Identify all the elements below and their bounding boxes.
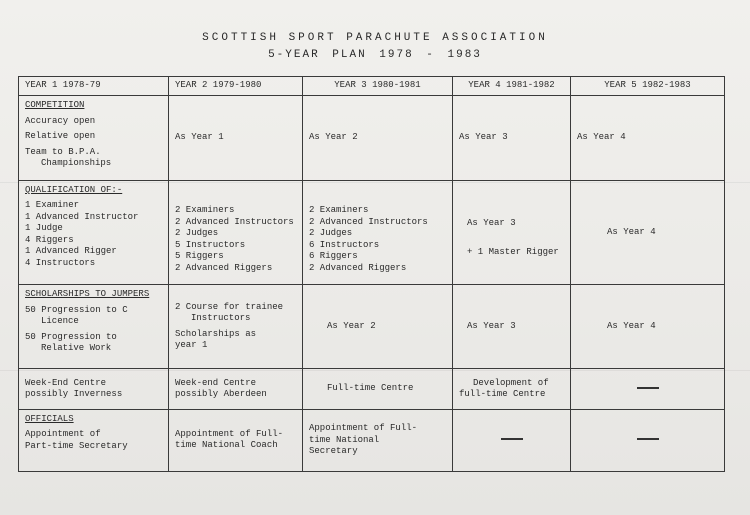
item: Week-End Centre	[25, 377, 107, 388]
item: 2 Course for trainee	[175, 301, 284, 312]
row-label-cell	[19, 369, 169, 409]
document-subtitle	[0, 49, 750, 61]
row-label-cell	[19, 180, 169, 285]
item: time National	[309, 434, 380, 445]
item: 1 Judge	[25, 223, 63, 234]
item: As Year 3	[467, 217, 516, 228]
item: Scholarships as	[175, 328, 257, 339]
cell	[169, 409, 303, 471]
item: Accuracy open	[25, 115, 96, 126]
item: 2 Judges	[175, 228, 219, 239]
section-heading: OFFICIALS	[25, 413, 74, 424]
section-heading: QUALIFICATION OF:-	[25, 184, 123, 195]
cell	[453, 180, 571, 285]
table-row	[19, 409, 725, 471]
row-label-cell	[19, 285, 169, 369]
cell	[169, 285, 303, 369]
item: 50 Progression to	[25, 331, 117, 342]
cell	[453, 369, 571, 409]
item: possibly Aberdeen	[175, 389, 267, 400]
item: 6 Instructors	[309, 239, 380, 250]
item: 2 Examiners	[175, 205, 235, 216]
item: Relative Work	[41, 343, 112, 354]
cell	[453, 409, 571, 471]
column-header: YEAR 5 1982-1983	[571, 77, 725, 96]
item: 4 Riggers	[25, 234, 74, 245]
dash-mark	[637, 387, 659, 389]
item: Championships	[41, 158, 112, 169]
item: 50 Progression to C	[25, 304, 128, 315]
table-row	[19, 285, 725, 369]
cell: As Year 4	[571, 96, 725, 180]
cell	[571, 409, 725, 471]
section-heading: SCHOLARSHIPS TO JUMPERS	[25, 289, 150, 300]
item: Appointment of	[25, 429, 101, 440]
cell: As Year 1	[169, 96, 303, 180]
item: 1 Examiner	[25, 200, 80, 211]
item: 2 Advanced Instructors	[175, 216, 294, 227]
cell: As Year 3	[453, 285, 571, 369]
column-header: YEAR 2 1979-1980	[169, 77, 303, 96]
cell: As Year 2	[303, 96, 453, 180]
table-row	[19, 180, 725, 285]
item: Licence	[41, 316, 79, 327]
item: + 1 Master Rigger	[467, 247, 559, 258]
item: time National Coach	[175, 440, 278, 451]
item: 2 Judges	[309, 228, 353, 239]
cell: As Year 2	[303, 285, 453, 369]
item: 2 Advanced Instructors	[309, 216, 428, 227]
document-title: SCOTTISH SPORT PARACHUTE ASSOCIATION	[202, 32, 548, 44]
item: Appointment of Full-	[309, 423, 418, 434]
item: 6 Riggers	[309, 251, 358, 262]
cell: As Year 4	[571, 285, 725, 369]
item: Week-end Centre	[175, 377, 257, 388]
item: Team to B.P.A.	[25, 146, 101, 157]
table-header-row	[19, 77, 725, 96]
item: Relative open	[25, 131, 96, 142]
row-label-cell	[19, 96, 169, 180]
cell	[571, 369, 725, 409]
cell	[169, 369, 303, 409]
cell	[169, 180, 303, 285]
item: full-time Centre	[459, 389, 546, 400]
column-header: YEAR 4 1981-1982	[453, 77, 571, 96]
table-row	[19, 369, 725, 409]
section-heading: COMPETITION	[25, 100, 85, 111]
dash-mark	[637, 438, 659, 440]
dash-mark	[501, 438, 523, 440]
item: 5 Instructors	[175, 239, 246, 250]
cell: As Year 4	[571, 180, 725, 285]
table-row	[19, 96, 725, 180]
item: 4 Instructors	[25, 257, 96, 268]
item: year 1	[175, 340, 208, 351]
item: 2 Advanced Riggers	[309, 262, 407, 273]
item: 1 Advanced Instructor	[25, 211, 139, 222]
item: Development of	[473, 377, 549, 388]
cell	[303, 180, 453, 285]
cell	[303, 409, 453, 471]
column-header: YEAR 3 1980-1981	[303, 77, 453, 96]
item: Appointment of Full-	[175, 428, 284, 439]
item: Instructors	[191, 313, 251, 324]
plan-table	[18, 76, 725, 472]
item: Secretary	[309, 446, 358, 457]
cell: As Year 3	[453, 96, 571, 180]
item: 1 Advanced Rigger	[25, 246, 117, 257]
cell: Full-time Centre	[303, 369, 453, 409]
item: Part-time Secretary	[25, 440, 128, 451]
item: possibly Inverness	[25, 389, 123, 400]
column-header: YEAR 1 1978-79	[19, 77, 169, 96]
row-label-cell	[19, 409, 169, 471]
item: 2 Advanced Riggers	[175, 262, 273, 273]
plan-name: 5-YEAR PLAN	[268, 49, 367, 61]
plan-years: 1978 - 1983	[379, 49, 482, 61]
item: 5 Riggers	[175, 251, 224, 262]
item: 2 Examiners	[309, 205, 369, 216]
